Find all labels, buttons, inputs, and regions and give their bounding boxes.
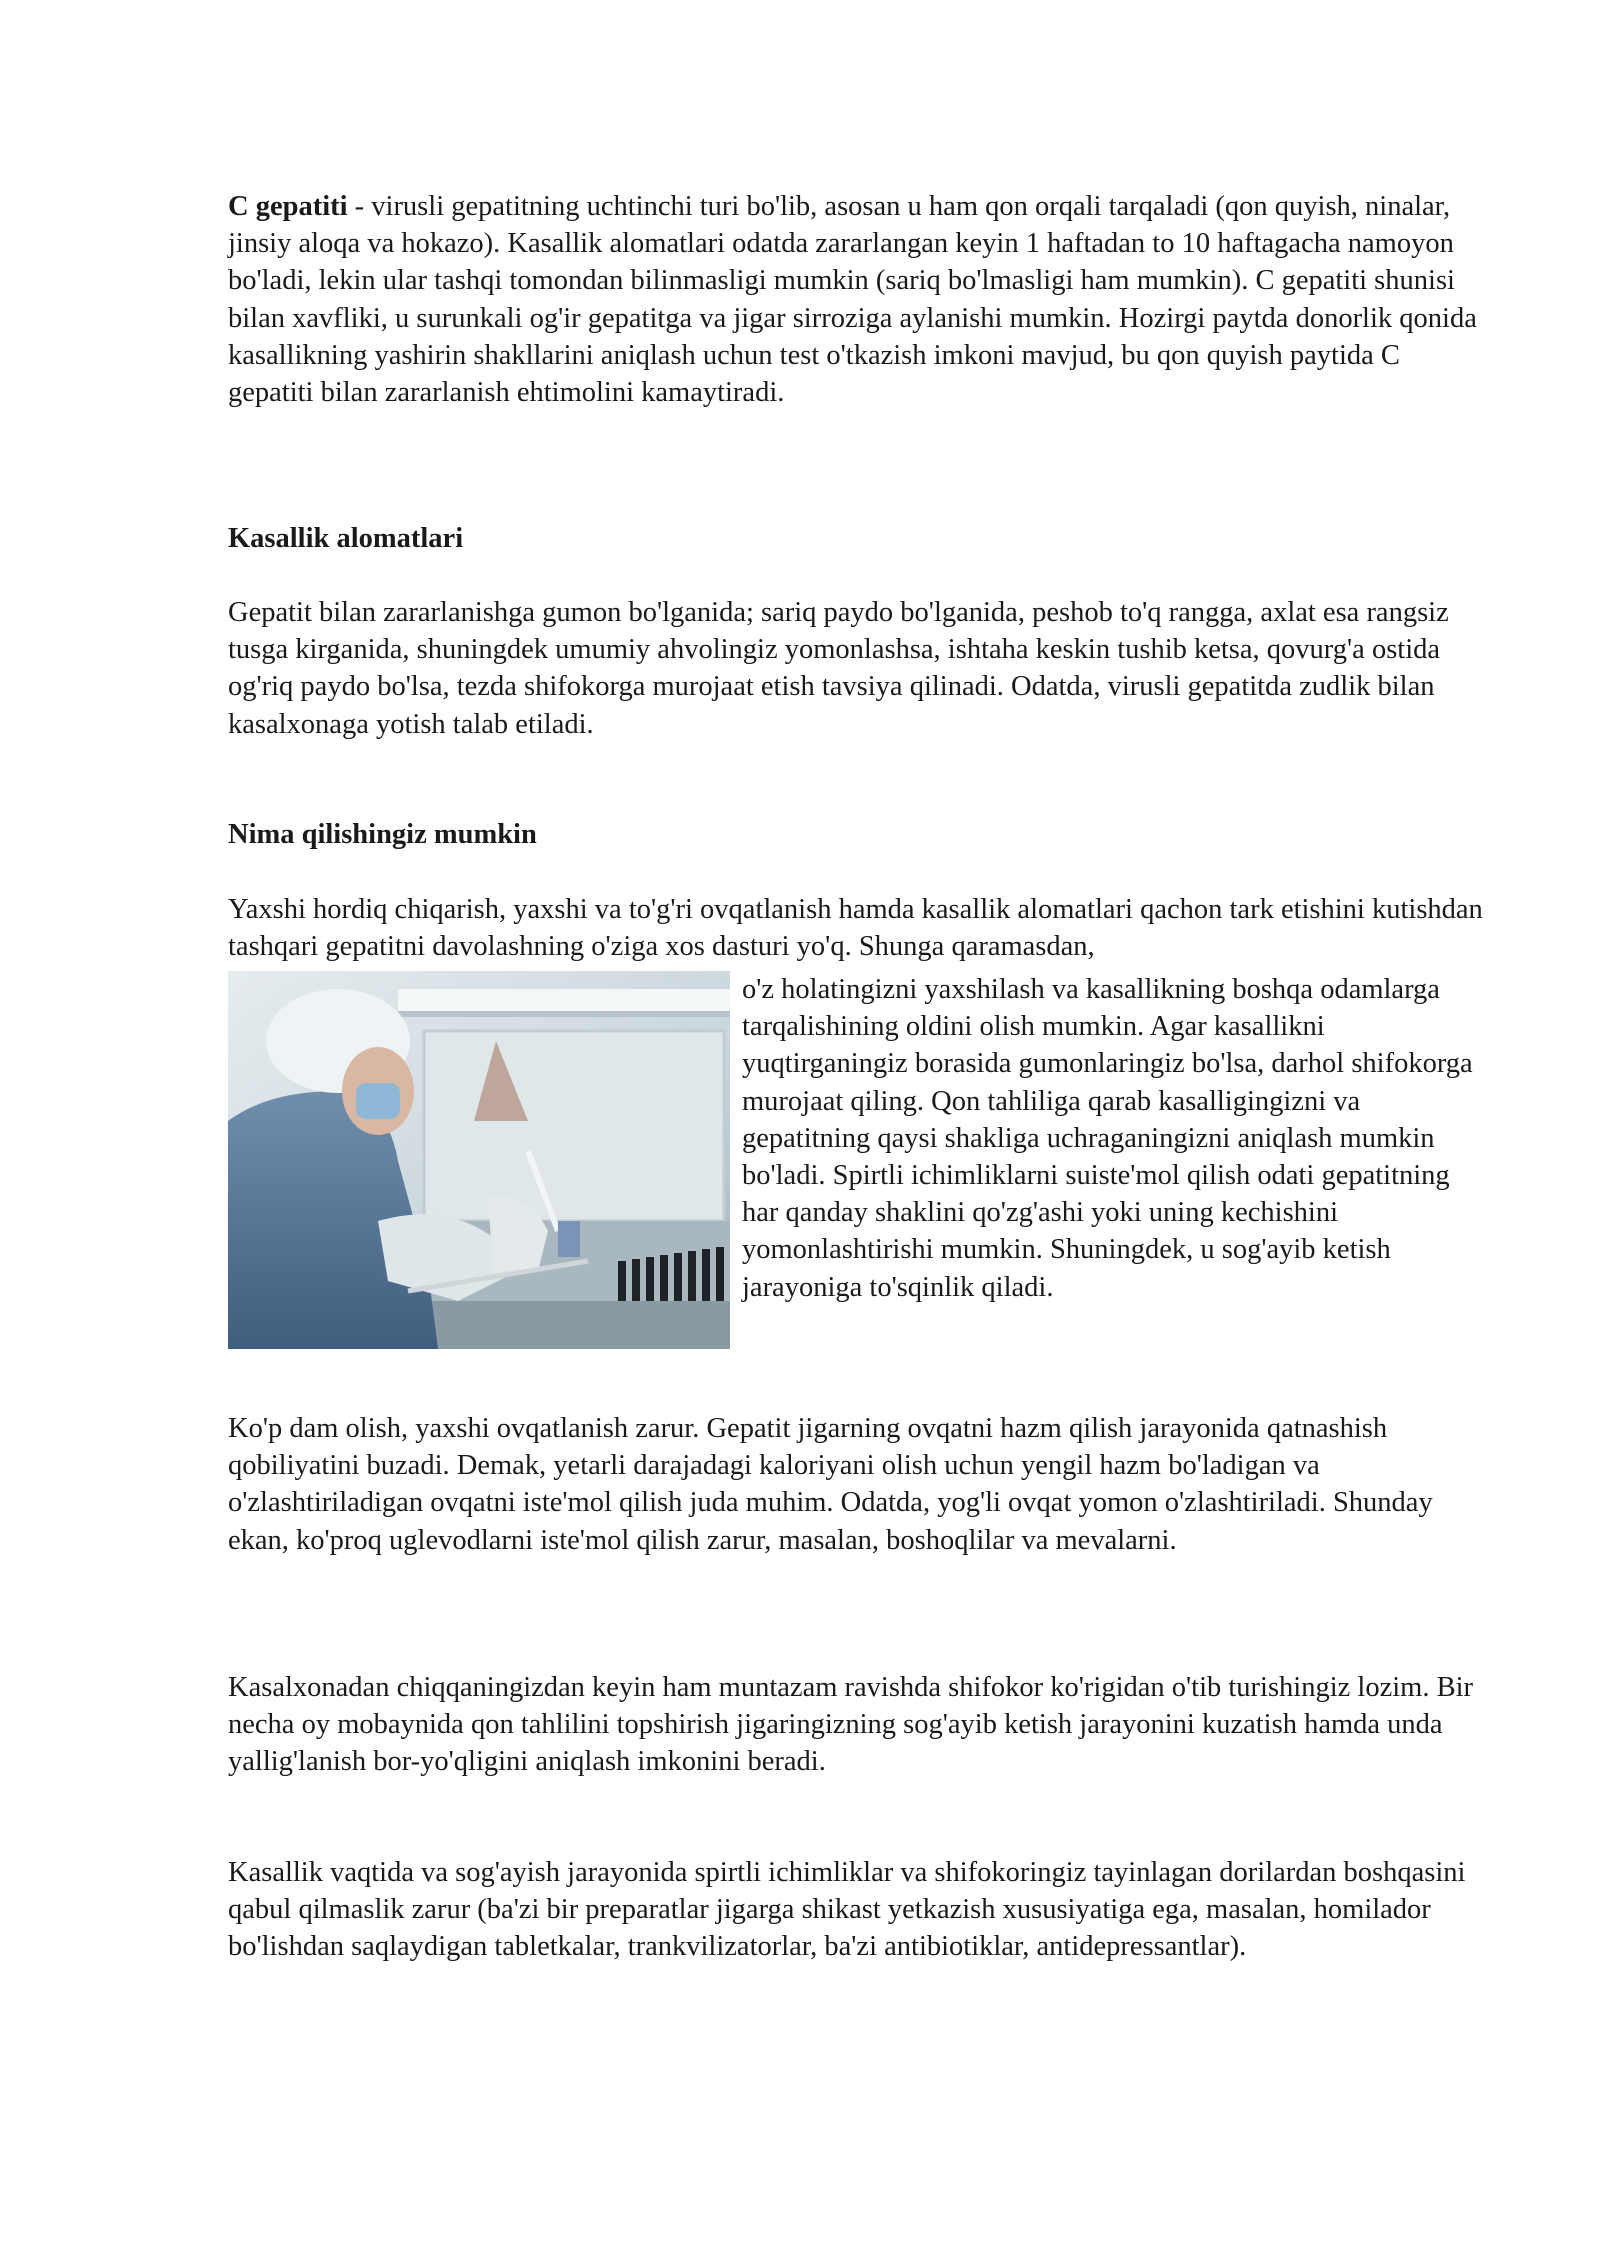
what-to-do-heading: Nima qilishingiz mumkin [228,819,537,850]
what-to-do-paragraph-top: Yaxshi hordiq chiqarish, yaxshi va to'g'ri ovqatlanish hamda kasallik alomatlari qachon tark etishini kutishdan tashqari gepatitni davolashning o'ziga xos dasturi yo'q. Shunga qaramasdan, [228,894,1483,963]
followup-paragraph: Kasalxonadan chiqqaningizdan keyin ham muntazam ravishda shifokor ko'rigidan o'tib turishingiz lozim. Bir necha oy mobaynida qon tahlilini topshirish jigaringizning sog'ayib ketish jarayonini kuzatish hamda unda yallig'lanish bor-yo'qligini aniqlash imkonini beradi. [228,1672,1473,1778]
symptoms-paragraph: Gepatit bilan zararlanishga gumon bo'lganida; sariq paydo bo'lganida, peshob to'q rangga, axlat esa rangsiz tusga kirganida, shuningdek umumiy ahvolingiz yomonlashsa, ishtaha keskin tushib ketsa, qovurg'a ostida og'riq paydo bo'lsa, tezda shifokorga murojaat etish tavsiya qilinadi. Odatda, virusli gepatitda zudlik bilan kasalxonaga yotish talab etiladi. [228,597,1449,740]
intro-paragraph [228,188,1484,411]
symptoms-heading: Kasallik alomatlari [228,523,464,554]
intro-term: C gepatiti [228,191,348,222]
diet-paragraph: Ko'p dam olish, yaxshi ovqatlanish zarur. Gepatit jigarning ovqatni hazm qilish jarayonida qatnashish qobiliyatini buzadi. Demak, yetarli darajadagi kaloriyani olish uchun yengil hazm bo'ladigan va o'zlashtiriladigan ovqatni iste'mol qilish juda muhim. Odatda, yog'li ovqat yomon o'zlashtiriladi. Shunday ekan, ko'proq uglevodlarni iste'mol qilish zarur, masalan, boshoqlilar va mevalarni. [228,1413,1433,1556]
what-to-do-paragraph-side: o'z holatingizni yaxshilash va kasallikning boshqa odamlarga tarqalishining oldini olish mumkin. Agar kasallikni yuqtirganingiz borasida gumonlaringiz bo'lsa, darhol shifokorga murojaat qiling. Qon tahliliga qarab kasalligingizni va gepatitning qaysi shakliga uchraganingizni aniqlash mumkin bo'ladi. Spirtli ichimliklarni suiste'mol qilish odati gepatitning har qanday shaklini qo'zg'ashi yoki uning kechishini yomonlashtirishi mumkin. Shuningdek, u sog'ayib ketish jarayoniga to'sqinlik qiladi. [742,974,1473,1303]
intro-text: - virusli gepatitning uchtinchi turi bo'lib, asosan u ham qon orqali tarqaladi (qon quyish, ninalar, jinsiy aloqa va hokazo). Kasallik alomatlari odatda zararlangan keyin 1 haftadan to 10 haftagacha namoyon bo'ladi, lekin ular tashqi tomondan bilinmasligi mumkin (sariq bo'lmasligi ham mumkin). C gepatiti shunisi bilan xavfliki, u surunkali og'ir gepatitga va jigar sirroziga aylanishi mumkin. Hozirgi paytda donorlik qonida kasallikning yashirin shakllarini aniqlash uchun test o'tkazish imkoni mavjud, bu qon quyish paytida C gepatiti bilan zararlanish ehtimolini kamaytiradi. [228,191,1477,409]
lab-photo [228,971,730,1349]
medications-paragraph: Kasallik vaqtida va sog'ayish jarayonida spirtli ichimliklar va shifokoringiz tayinlagan dorilardan boshqasini qabul qilmaslik zarur (ba'zi bir preparatlar jigarga shikast yetkazish xususiyatiga ega, masalan, homilador bo'lishdan saqlaydigan tabletkalar, trankvilizatorlar, ba'zi antibiotiklar, antidepressantlar). [228,1857,1466,1963]
